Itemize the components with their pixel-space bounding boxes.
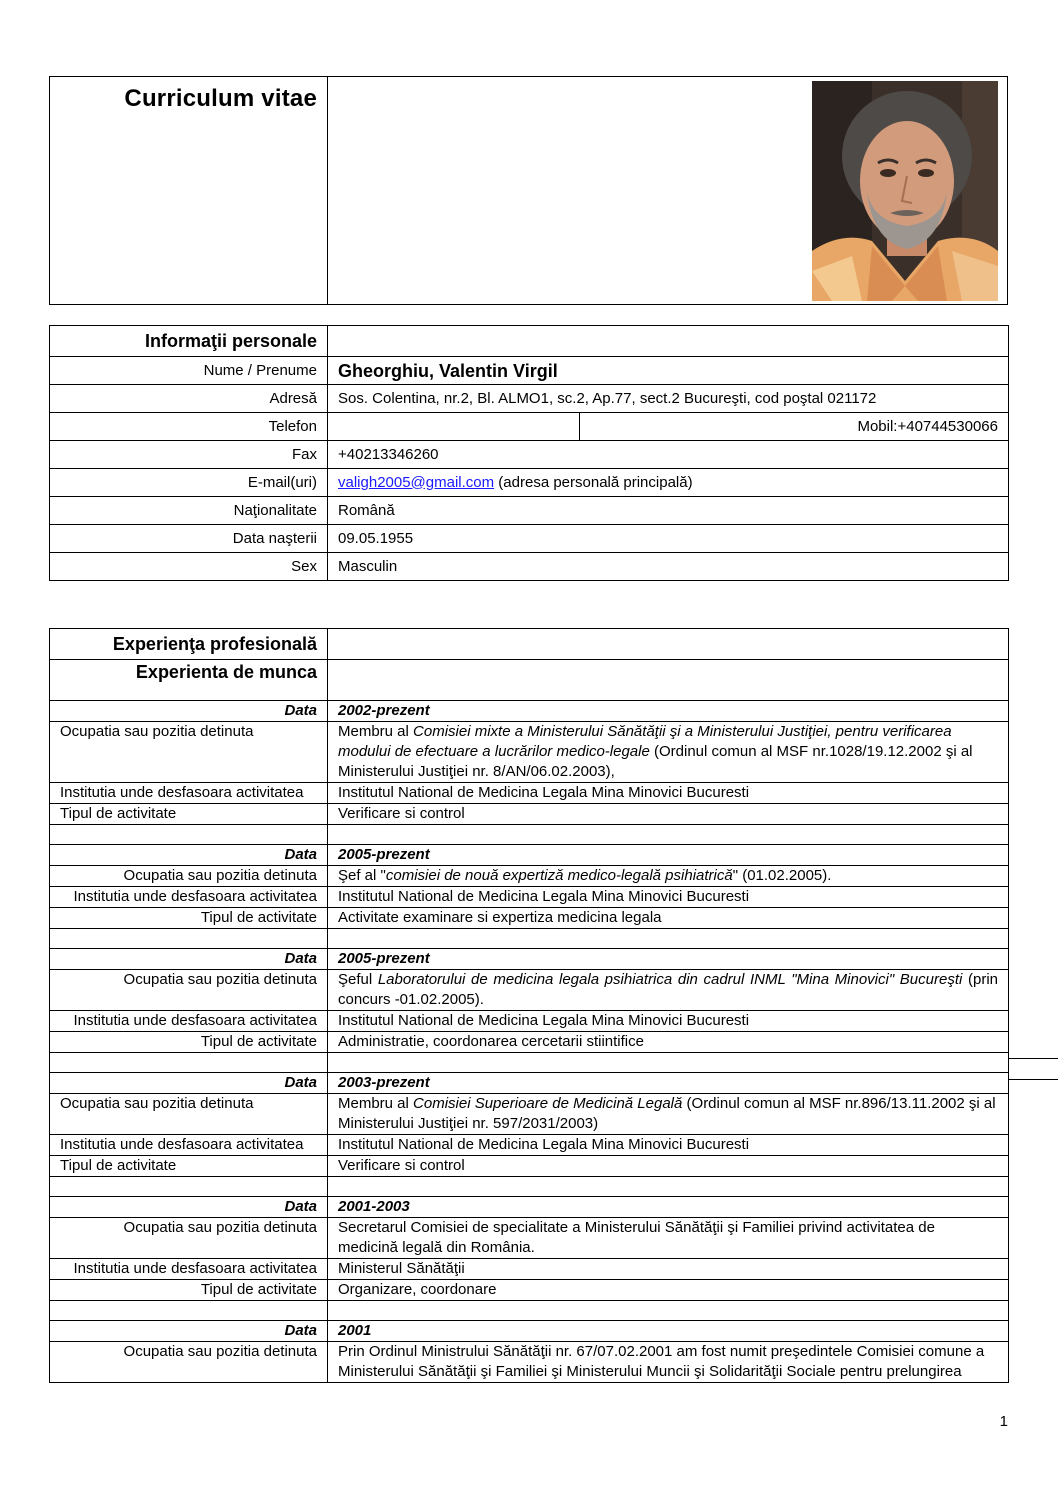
type-label: Tipul de activitate: [50, 1032, 328, 1053]
entry-occupation-row: [50, 1342, 1009, 1383]
email-cell: [328, 469, 1009, 497]
entry-institution-row: [50, 1011, 1009, 1032]
info-label: Nume / Prenume: [50, 357, 328, 385]
entry-institution-row: [50, 1135, 1009, 1156]
info-label: Telefon: [50, 413, 328, 441]
occupation-label: Ocupatia sau pozitia detinuta: [50, 722, 328, 783]
date-value: 2001-2003: [328, 1197, 1009, 1218]
info-label: Adresă: [50, 385, 328, 413]
full-name: Gheorghiu, Valentin Virgil: [328, 357, 1009, 385]
cv-header: [49, 76, 1008, 305]
info-row-phone: [50, 413, 1009, 441]
date-label: Data: [50, 949, 328, 970]
entry-date-row: [50, 1321, 1009, 1342]
entry-date-row: [50, 1197, 1009, 1218]
institution-value: Ministerul Sănătăţii: [328, 1259, 1009, 1280]
sex-value: Masculin: [328, 553, 1009, 581]
entry-date-row: [50, 949, 1009, 970]
info-row-address: [50, 385, 1009, 413]
occupation-label: Ocupatia sau pozitia detinuta: [50, 970, 328, 1011]
experience-section-title: Experienţa profesională: [50, 629, 328, 660]
info-label: Naţionalitate: [50, 497, 328, 525]
fax-value: +40213346260: [328, 441, 1009, 469]
occupation-label: Ocupatia sau pozitia detinuta: [50, 1342, 328, 1383]
entry-institution-row: [50, 1259, 1009, 1280]
info-label: Sex: [50, 553, 328, 581]
spacer-row: [50, 1177, 1009, 1197]
institution-label: Institutia unde desfasoara activitatea: [50, 1259, 328, 1280]
institution-label: Institutia unde desfasoara activitatea: [50, 887, 328, 908]
entry-type-row: [50, 1280, 1009, 1301]
institution-value: Institutul National de Medicina Legala Mina Minovici Bucuresti: [328, 783, 1009, 804]
page-number: 1: [999, 1413, 1008, 1430]
spacer-row: [50, 1301, 1009, 1321]
info-label: Fax: [50, 441, 328, 469]
date-value: 2005-prezent: [328, 949, 1009, 970]
institution-value: Institutul National de Medicina Legala Mina Minovici Bucuresti: [328, 1011, 1009, 1032]
institution-label: Institutia unde desfasoara activitatea: [50, 1135, 328, 1156]
institution-value: Institutul National de Medicina Legala Mina Minovici Bucuresti: [328, 1135, 1009, 1156]
info-label: E-mail(uri): [50, 469, 328, 497]
date-value: 2005-prezent: [328, 845, 1009, 866]
entry-type-row: [50, 804, 1009, 825]
experience-subsection-title: Experienta de munca: [50, 660, 328, 701]
info-row-sex: [50, 553, 1009, 581]
date-value: 2003-prezent: [328, 1073, 1009, 1094]
type-value: Organizare, coordonare: [328, 1280, 1009, 1301]
entry-type-row: [50, 1032, 1009, 1053]
date-label: Data: [50, 1073, 328, 1094]
occupation-value: Membru al Comisiei mixte a Ministerului Sănătăţii şi a Ministerului Justiţiei, pentru verificarea modului de efectuare a lucrărilor medico-legale (Ordinul comun al MSF nr.1028/19.12.2002 şi al Ministerului Justiţiei nr. 8/AN/06.02.2003),: [328, 722, 1009, 783]
type-value: Activitate examinare si expertiza medicina legala: [328, 908, 1009, 929]
header-divider: [327, 77, 328, 304]
spacer-row: [50, 1053, 1009, 1073]
margin-line: [1008, 1058, 1058, 1059]
entry-occupation-row: [50, 722, 1009, 783]
occupation-label: Ocupatia sau pozitia detinuta: [50, 1094, 328, 1135]
occupation-label: Ocupatia sau pozitia detinuta: [50, 1218, 328, 1259]
info-row-name: [50, 357, 1009, 385]
institution-label: Institutia unde desfasoara activitatea: [50, 783, 328, 804]
institution-value: Institutul National de Medicina Legala Mina Minovici Bucuresti: [328, 887, 1009, 908]
occupation-value: Şeful Laboratorului de medicina legala psihiatrica din cadrul INML "Mina Minovici" Bucureşti (prin concurs -01.02.2005).: [328, 970, 1009, 1011]
occupation-value: Membru al Comisiei Superioare de Medicină Legală (Ordinul comun al MSF nr.896/13.11.2002 şi al Ministerului Justiţiei nr. 597/2031/2003): [328, 1094, 1009, 1135]
entry-occupation-row: [50, 970, 1009, 1011]
type-value: Verificare si control: [328, 804, 1009, 825]
date-value: 2002-prezent: [328, 701, 1009, 722]
type-value: Verificare si control: [328, 1156, 1009, 1177]
experience-subheader-row: [50, 660, 1009, 701]
birthdate-value: 09.05.1955: [328, 525, 1009, 553]
entry-occupation-row: [50, 1218, 1009, 1259]
info-row-nationality: [50, 497, 1009, 525]
margin-line: [1008, 1079, 1058, 1080]
entry-institution-row: [50, 783, 1009, 804]
type-label: Tipul de activitate: [50, 908, 328, 929]
profile-photo: [812, 81, 998, 301]
type-label: Tipul de activitate: [50, 804, 328, 825]
occupation-value: Secretarul Comisiei de specialitate a Ministerului Sănătăţii şi Familiei privind activitatea de medicină legală din România.: [328, 1218, 1009, 1259]
entry-date-row: [50, 701, 1009, 722]
type-label: Tipul de activitate: [50, 1280, 328, 1301]
occupation-label: Ocupatia sau pozitia detinuta: [50, 866, 328, 887]
type-value: Administratie, coordonarea cercetarii stiintifice: [328, 1032, 1009, 1053]
occupation-value: Prin Ordinul Ministrului Sănătăţii nr. 67/07.02.2001 am fost numit preşedintele Comisiei comune a Ministerului Sănătăţii şi Familiei şi Ministerului Muncii şi Solidarităţii Sociale pentru prelungirea: [328, 1342, 1009, 1383]
date-label: Data: [50, 845, 328, 866]
cv-title: Curriculum vitae: [124, 85, 317, 112]
info-label: Data naşterii: [50, 525, 328, 553]
date-label: Data: [50, 1197, 328, 1218]
entry-type-row: [50, 1156, 1009, 1177]
spacer-row: [50, 825, 1009, 845]
info-row-birthdate: [50, 525, 1009, 553]
personal-header-row: [50, 326, 1009, 357]
personal-section-title: Informaţii personale: [50, 326, 328, 357]
entry-date-row: [50, 1073, 1009, 1094]
date-label: Data: [50, 1321, 328, 1342]
entry-occupation-row: [50, 866, 1009, 887]
mobile-value: Mobil:+40744530066: [580, 413, 1009, 441]
type-label: Tipul de activitate: [50, 1156, 328, 1177]
entry-date-row: [50, 845, 1009, 866]
nationality-value: Română: [328, 497, 1009, 525]
info-row-fax: [50, 441, 1009, 469]
experience-header-row: [50, 629, 1009, 660]
info-row-email: [50, 469, 1009, 497]
phone-value: [328, 413, 580, 441]
date-label: Data: [50, 701, 328, 722]
entry-institution-row: [50, 887, 1009, 908]
experience-table: [49, 628, 1009, 1383]
spacer-row: [50, 929, 1009, 949]
address-value: Sos. Colentina, nr.2, Bl. ALMO1, sc.2, Ap.77, sect.2 Bucureşti, cod poştal 021172: [328, 385, 1009, 413]
personal-info-table: [49, 325, 1009, 581]
occupation-value: Şef al "comisiei de nouă expertiză medico-legală psihiatrică" (01.02.2005).: [328, 866, 1009, 887]
date-value: 2001: [328, 1321, 1009, 1342]
entry-occupation-row: [50, 1094, 1009, 1135]
email-link[interactable]: valigh2005@gmail.com: [338, 473, 495, 491]
entry-type-row: [50, 908, 1009, 929]
institution-label: Institutia unde desfasoara activitatea: [50, 1011, 328, 1032]
email-note: (adresa personală principală): [494, 473, 693, 491]
